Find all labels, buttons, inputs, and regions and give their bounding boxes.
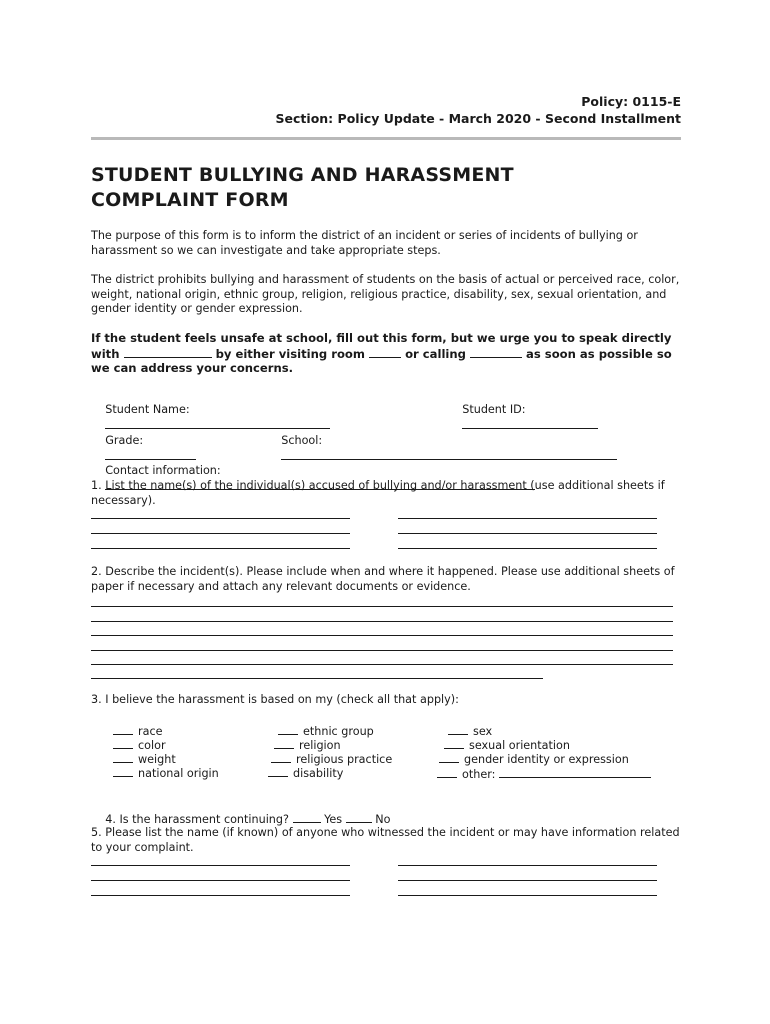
witness-name-line[interactable] [91,895,350,896]
accused-name-line[interactable] [398,548,657,549]
unsafe-line-3: we can address your concerns. [91,361,294,376]
checkbox-gender-identity[interactable]: gender identity or expression [439,752,629,767]
continuing-no-blank[interactable] [346,811,372,823]
incident-description-line[interactable] [91,650,673,651]
incident-description-line[interactable] [91,635,673,636]
checkbox-weight[interactable]: weight [113,752,176,767]
checkbox-sex[interactable]: sex [448,724,492,739]
accused-name-line[interactable] [91,518,350,519]
continuing-yes-blank[interactable] [293,811,321,823]
purpose-paragraph: The purpose of this form is to inform the district of an incident or series of incidents of bullying or harassment so we can investigate and take appropriate steps. [91,229,638,257]
incident-description-line[interactable] [91,606,673,607]
question-1: 1. List the name(s) of the individual(s) accused of bullying and/or harassment (use additional sheets if necessary). [91,479,665,507]
checkbox-race[interactable]: race [113,724,163,739]
question-4-row: 4. Is the harassment continuing? Yes No [105,813,391,826]
question-5: 5. Please list the name (if known) of anyone who witnessed the incident or may have information related to your complaint. [91,826,680,854]
student-id-row: Student ID: [448,389,598,447]
witness-name-line[interactable] [398,865,657,866]
contact-person-blank[interactable] [124,346,212,358]
witness-name-line[interactable] [91,865,350,866]
question-3: 3. I believe the harassment is based on my (check all that apply): [91,693,459,706]
header-divider [91,137,681,140]
title-line-1: STUDENT BULLYING AND HARASSMENT [91,164,514,186]
phone-number-blank[interactable] [470,346,522,358]
unsafe-line-2: with by either visiting room or calling as soon as possible so [91,346,672,361]
checkbox-disability[interactable]: disability [268,766,343,781]
policy-header [276,93,681,127]
checkbox-religion[interactable]: religion [274,738,341,753]
checkbox-other[interactable]: other: [437,766,651,782]
prohibits-paragraph: The district prohibits bullying and harassment of students on the basis of actual or perceived race, color, weight, national origin, ethnic group, religion, religious practice, disability, sex, sexual orientation, and gender identity or gender expression. [91,273,680,316]
witness-name-line[interactable] [398,895,657,896]
grade-row: Grade: [91,420,196,478]
accused-name-line[interactable] [398,518,657,519]
incident-description-line[interactable] [91,621,673,622]
title-line-2: COMPLAINT FORM [91,189,289,211]
incident-description-line[interactable] [91,678,543,679]
checkbox-ethnic-group[interactable]: ethnic group [278,724,374,739]
checkbox-color[interactable]: color [113,738,166,753]
witness-name-line[interactable] [91,880,350,881]
question-2: 2. Describe the incident(s). Please include when and where it happened. Please use additional sheets of paper if necessary and attach any relevant documents or evidence. [91,565,675,593]
school-row: School: [267,420,617,478]
checkbox-national-origin[interactable]: national origin [113,766,219,781]
other-specify-field[interactable] [499,766,651,778]
checkbox-sexual-orientation[interactable]: sexual orientation [444,738,570,753]
page-title [91,163,514,213]
student-name-row: Student Name: [91,389,330,447]
incident-description-line[interactable] [91,664,673,665]
witness-name-line[interactable] [398,880,657,881]
accused-name-line[interactable] [398,533,657,534]
unsafe-notice [91,331,681,376]
accused-name-line[interactable] [91,548,350,549]
checkbox-religious-practice[interactable]: religious practice [271,752,392,767]
accused-name-line[interactable] [91,533,350,534]
policy-number: Policy: 0115-E [581,94,681,109]
room-number-blank[interactable] [369,346,401,358]
question-4: 4. Is the harassment continuing? [105,813,289,826]
policy-section: Section: Policy Update - March 2020 - Second Installment [275,111,681,126]
contact-row: Contact information: [91,450,535,508]
unsafe-line-1: If the student feels unsafe at school, fill out this form, but we urge you to speak directly [91,331,672,345]
